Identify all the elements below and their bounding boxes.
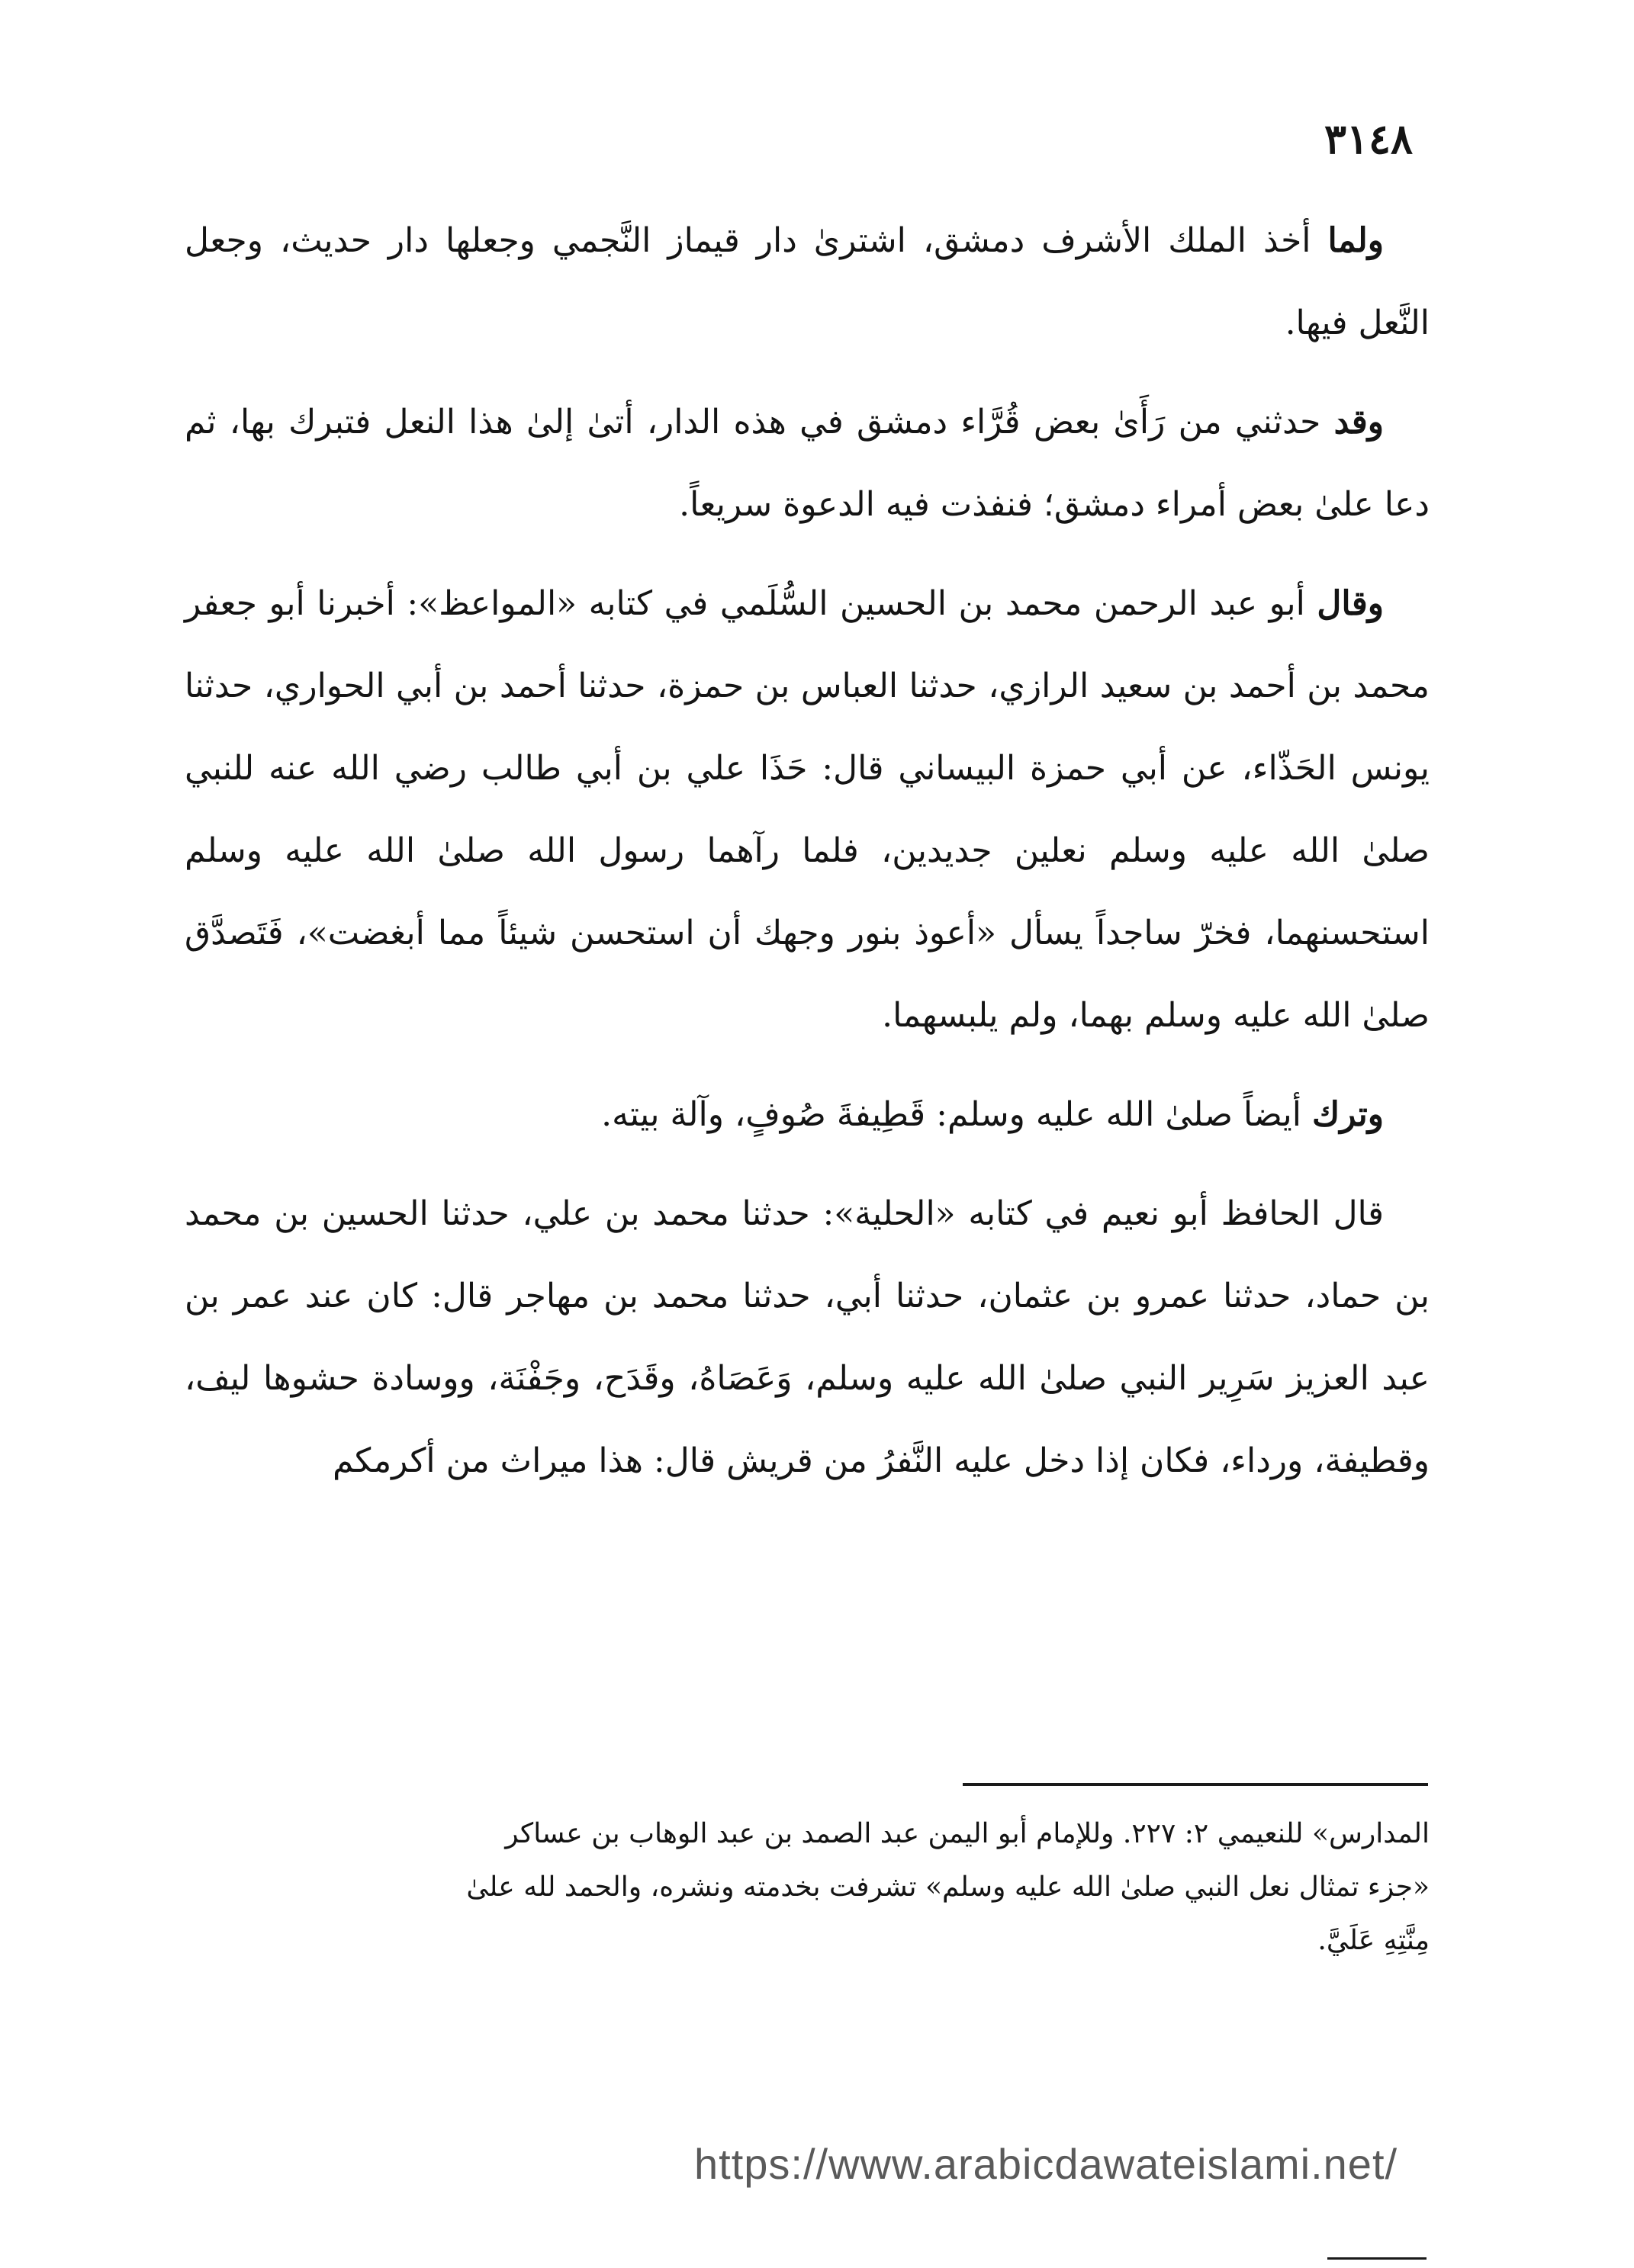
watermark-url: https://www.arabicdawateislami.net/ bbox=[694, 2140, 1398, 2188]
footnote-line: المدارس» للنعيمي ٢: ٢٢٧. وللإمام أبو اليمن عبد الصمد بن عبد الوهاب بن عساكر bbox=[505, 1818, 1430, 1849]
paragraph bbox=[185, 1074, 1430, 1156]
paragraph-lead: قال bbox=[1333, 1194, 1384, 1233]
paragraph-lead: وقال bbox=[1317, 584, 1384, 623]
paragraph bbox=[185, 200, 1430, 365]
footnote-divider bbox=[963, 1783, 1428, 1786]
paragraph-text: أبو عبد الرحمن محمد بن الحسين السُّلَمي في كتابه «المواعظ»: أخبرنا أبو جعفر محمد بن أحمد بن سعيد الرازي، حدثنا العباس بن حمزة، حدثنا أحمد بن أبي الحواري، حدثنا يونس الحَذّاء، عن أبي حمزة البيساني قال: حَذَا علي بن أبي طالب رضي الله عنه للنبي صلىٰ الله عليه وسلم نعلين جديدين، فلما رآهما رسول الله صلىٰ الله عليه وسلم استحسنهما، فخرّ ساجداً يسأل «أعوذ بنور وجهك أن استحسن شيئاً مما أبغضت»، فَتَصدَّق صلىٰ الله عليه وسلم بهما، ولم يلبسهما. bbox=[185, 584, 1430, 1035]
footnote-line: مِنَّتِهِ عَلَيَّ. bbox=[1317, 1925, 1430, 1956]
paragraph-lead: وقد bbox=[1333, 403, 1384, 442]
paragraph-text: الحافظ أبو نعيم في كتابه «الحلية»: حدثنا محمد بن علي، حدثنا الحسين بن محمد بن حماد، حدثنا عمرو بن عثمان، حدثنا أبي، حدثنا محمد بن مهاجر قال: كان عند عمر بن عبد العزيز سَرِير النبي صلىٰ الله عليه وسلم، وَعَصَاهُ، وقَدَح، وجَفْنَة، ووسادة حشوها ليف، وقطيفة، ورداء، فكان إذا دخل عليه النَّفرُ من قريش قال: هذا ميراث من أكرمكم bbox=[185, 1194, 1430, 1480]
page-number: ٣١٤٨ bbox=[1324, 114, 1413, 163]
body-text bbox=[185, 200, 1430, 1519]
paragraph-text: حدثني من رَأَىٰ بعض قُرَّاء دمشق في هذه الدار، أتىٰ إلىٰ هذا النعل فتبرك بها، ثم دعا علىٰ بعض أمراء دمشق؛ فنفذت فيه الدعوة سريعاً. bbox=[185, 403, 1430, 524]
paragraph-text: أيضاً صلىٰ الله عليه وسلم: قَطِيفةَ صُوفٍ، وآلة بيته. bbox=[601, 1095, 1312, 1134]
paragraph-text: أخذ الملك الأشرف دمشق، اشترىٰ دار قيماز النَّجمي وجعلها دار حديث، وجعل النَّعل فيها. bbox=[185, 221, 1430, 342]
footnote-line: «جزء تمثال نعل النبي صلىٰ الله عليه وسلم» تشرفت بخدمته ونشره، والحمد لله علىٰ bbox=[466, 1871, 1430, 1903]
bottom-rule bbox=[1327, 2257, 1427, 2260]
paragraph-lead: ولما bbox=[1327, 221, 1384, 260]
paragraph bbox=[185, 563, 1430, 1057]
paragraph bbox=[185, 1173, 1430, 1502]
paragraph-lead: وترك bbox=[1311, 1095, 1384, 1134]
paragraph bbox=[185, 381, 1430, 546]
footnotes bbox=[185, 1807, 1430, 1968]
